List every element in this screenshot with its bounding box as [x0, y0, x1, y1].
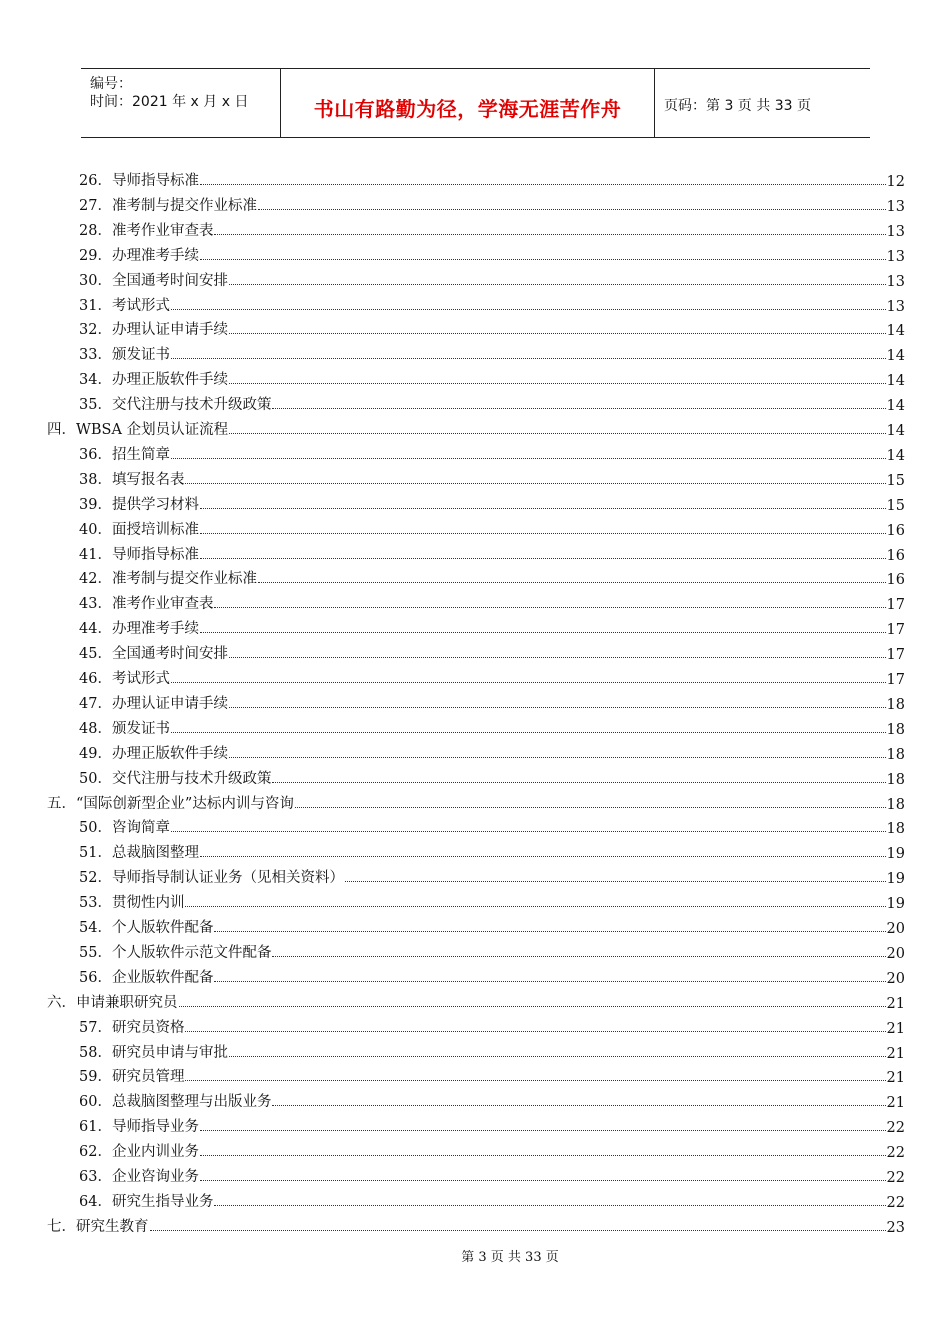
page-label: 页码：第 3 页 共 33 页 [664, 98, 811, 114]
toc-entry-label: 35．交代注册与技术升级政策 [79, 397, 272, 414]
toc-entry-page: 22 [886, 1170, 905, 1186]
toc-entry-page: 14 [886, 323, 905, 340]
toc-entry[interactable] [79, 392, 905, 414]
toc-entry-label: 51．总裁脑图整理 [79, 845, 199, 862]
toc-entry-label: 30．全国通考时间安排 [79, 272, 228, 289]
toc-entry[interactable] [79, 442, 905, 464]
dot-leader [214, 980, 885, 982]
toc-entry[interactable] [79, 591, 905, 613]
toc-entry-page: 16 [886, 572, 905, 589]
toc-entry[interactable] [79, 317, 905, 339]
toc-entry-label: 61．导师指导业务 [79, 1119, 199, 1136]
toc-entry-label: 47．办理认证申请手续 [79, 695, 228, 712]
toc-entry-page: 13 [886, 248, 905, 265]
toc-entry[interactable] [79, 1089, 905, 1111]
toc-entry-page: 17 [886, 622, 905, 639]
dot-leader [179, 1005, 886, 1007]
toc-entry[interactable] [79, 1114, 905, 1136]
dot-leader [229, 332, 886, 334]
toc-entry-page: 20 [886, 921, 905, 937]
toc-entry[interactable] [79, 193, 905, 215]
toc-entry-page: 13 [886, 198, 905, 215]
motto: 书山有路勤为径，学海无涯苦作舟 [313, 97, 622, 121]
toc-entry-page: 18 [886, 746, 905, 763]
dot-leader [200, 631, 886, 633]
toc-entry[interactable] [79, 243, 905, 265]
dot-leader [171, 457, 886, 459]
dot-leader [258, 581, 886, 583]
toc-entry-label: 34．办理正版软件手续 [79, 372, 228, 389]
toc-entry-page: 20 [886, 945, 905, 962]
dot-leader [229, 382, 886, 384]
toc-entry-page: 20 [886, 970, 905, 987]
toc-entry-page: 16 [886, 547, 905, 564]
toc-entry-label: 28．准考作业审查表 [79, 222, 214, 239]
toc-entry-label: 53．贯彻性内训 [79, 895, 185, 912]
toc-entry-label: 62．企业内训业务 [79, 1144, 199, 1161]
header-motto-cell [281, 69, 655, 137]
toc-entry-label: 45．全国通考时间安排 [79, 646, 228, 663]
toc-entry-page: 19 [886, 871, 905, 888]
toc-entry-page: 14 [886, 398, 905, 415]
toc-entry-label: 32．办理认证申请手续 [79, 322, 228, 339]
toc-entry[interactable] [79, 467, 905, 489]
dot-leader [258, 208, 886, 210]
toc-entry[interactable] [79, 492, 905, 514]
toc-entry[interactable] [79, 168, 905, 190]
toc-entry-page: 17 [886, 597, 905, 614]
toc-entry-page: 22 [886, 1120, 905, 1137]
toc-entry-label: 50．咨询简章 [79, 820, 170, 837]
dot-leader [229, 432, 885, 434]
toc-entry[interactable] [79, 1064, 905, 1086]
toc-entry-page: 18 [886, 696, 905, 713]
dot-leader [185, 1030, 885, 1032]
dot-leader [214, 606, 885, 608]
toc-entry-label: 48．颁发证书 [79, 720, 170, 737]
toc-entry-page: 23 [886, 1219, 905, 1236]
toc-entry[interactable] [79, 890, 905, 912]
dot-leader [200, 532, 886, 534]
dot-leader [229, 283, 886, 285]
toc-entry[interactable] [79, 517, 905, 539]
dot-leader [229, 756, 886, 758]
toc-entry-label: 六．申请兼职研究员 [47, 994, 178, 1011]
dot-leader [295, 806, 886, 808]
toc-entry-label: 57．研究员资格 [79, 1019, 185, 1036]
toc-entry[interactable] [79, 716, 905, 738]
dot-leader [345, 880, 886, 882]
toc-entry-page: 14 [886, 373, 905, 390]
toc-entry[interactable] [79, 815, 905, 837]
toc-entry[interactable] [79, 865, 905, 887]
toc-entry-page: 21 [886, 995, 905, 1012]
toc-entry[interactable] [79, 641, 905, 663]
toc-entry-label: 七．研究生教育 [47, 1218, 149, 1235]
dot-leader [171, 731, 886, 733]
toc-entry-label: 27．准考制与提交作业标准 [79, 197, 257, 214]
dot-leader [185, 1079, 885, 1081]
toc-entry[interactable] [79, 616, 905, 638]
toc-entry-page: 13 [886, 298, 905, 315]
toc-entry-page: 18 [886, 771, 905, 788]
dot-leader [200, 507, 886, 509]
dot-leader [214, 233, 885, 235]
header-meta-cell [81, 69, 281, 137]
dot-leader [272, 781, 885, 783]
toc-entry[interactable] [79, 268, 905, 290]
toc-entry-label: 36．招生简章 [79, 446, 170, 463]
dot-leader [272, 1104, 885, 1106]
toc-entry-page: 16 [886, 522, 905, 539]
toc-entry-label: 64．研究生指导业务 [79, 1193, 214, 1210]
dot-leader [229, 656, 886, 658]
dot-leader [171, 357, 886, 359]
toc-entry-label: 43．准考作业审查表 [79, 596, 214, 613]
dot-leader [214, 1204, 885, 1206]
toc-entry[interactable] [79, 542, 905, 564]
dot-leader [272, 955, 885, 957]
toc-entry-label: 26．导师指导标准 [79, 173, 199, 189]
toc-entry[interactable] [79, 840, 905, 862]
toc-entry-label: 50．交代注册与技术升级政策 [79, 770, 272, 787]
dot-leader [185, 482, 885, 484]
dot-leader [229, 706, 886, 708]
toc-entry-page: 14 [886, 447, 905, 464]
dot-leader [185, 905, 885, 907]
header-page-cell [655, 69, 870, 137]
toc-entry[interactable] [79, 915, 905, 937]
toc-entry-page: 17 [886, 647, 905, 664]
toc-entry-label: 40．面授培训标准 [79, 521, 199, 538]
code-label: 编号： [90, 76, 132, 92]
toc-entry-page: 12 [886, 174, 905, 190]
toc-entry-label: 39．提供学习材料 [79, 496, 199, 513]
toc-entry[interactable] [79, 1040, 905, 1062]
dot-leader [200, 1129, 886, 1131]
toc-entry[interactable] [79, 741, 905, 763]
toc-entry-label: 49．办理正版软件手续 [79, 745, 228, 762]
toc-entry-label: 59．研究员管理 [79, 1069, 185, 1086]
toc-entry-label: 31．考试形式 [79, 297, 170, 314]
toc-entry-page: 18 [886, 796, 905, 813]
toc-entry-label: 四．WBSA 企划员认证流程 [47, 422, 229, 438]
toc-entry-page: 19 [886, 896, 905, 913]
toc-entry-page: 13 [886, 223, 905, 240]
page-footer: 第 3 页 共 33 页 [461, 1250, 559, 1265]
toc-entry[interactable] [79, 965, 905, 987]
toc-entry-page: 22 [886, 1194, 905, 1211]
toc-entry[interactable] [79, 766, 905, 788]
toc-entry-label: 60．总裁脑图整理与出版业务 [79, 1094, 272, 1111]
dot-leader [200, 557, 886, 559]
toc-entry-label: 五．“国际创新型企业”达标内训与咨询 [47, 795, 294, 812]
toc-entry-page: 13 [886, 273, 905, 290]
dot-leader [200, 183, 886, 185]
dot-leader [171, 830, 886, 832]
toc-entry-label: 63．企业咨询业务 [79, 1169, 199, 1185]
toc-entry[interactable] [79, 367, 905, 389]
toc-entry[interactable] [79, 1164, 905, 1186]
dot-leader [200, 855, 886, 857]
dot-leader [200, 258, 886, 260]
toc-section-entry[interactable] [47, 791, 905, 813]
toc-entry-page: 21 [886, 1020, 905, 1037]
toc-entry-label: 55．个人版软件示范文件配备 [79, 944, 272, 961]
toc-entry-label: 44．办理准考手续 [79, 621, 199, 638]
toc-entry-page: 17 [886, 672, 905, 688]
toc-entry[interactable] [79, 666, 905, 688]
dot-leader [229, 1055, 886, 1057]
toc-entry[interactable] [79, 566, 905, 588]
toc-entry-label: 54．个人版软件配备 [79, 920, 214, 936]
toc-entry-label: 38．填写报名表 [79, 471, 185, 488]
dot-leader [272, 407, 885, 409]
toc-section-entry[interactable] [47, 417, 905, 439]
toc-entry[interactable] [79, 1139, 905, 1161]
toc-entry-label: 41．导师指导标准 [79, 546, 199, 563]
toc-entry-page: 21 [886, 1095, 905, 1112]
toc-entry-page: 15 [886, 497, 905, 514]
toc-entry-page: 21 [886, 1070, 905, 1087]
toc-entry-page: 19 [886, 846, 905, 863]
toc-entry-page: 14 [886, 423, 905, 439]
toc-entry-label: 33．颁发证书 [79, 347, 170, 364]
toc-entry[interactable] [79, 940, 905, 962]
toc-entry[interactable] [79, 1015, 905, 1037]
toc-entry[interactable] [79, 691, 905, 713]
time-label: 时间：2021 年 x 月 x 日 [90, 94, 249, 110]
toc-entry-label: 52．导师指导制认证业务（见相关资料） [79, 870, 344, 887]
toc-entry[interactable] [79, 1189, 905, 1211]
dot-leader [214, 930, 885, 932]
document-header [81, 68, 870, 138]
toc-section-entry[interactable] [47, 990, 905, 1012]
toc-entry[interactable] [79, 293, 905, 315]
toc-entry-page: 15 [886, 472, 905, 489]
toc-entry-label: 29．办理准考手续 [79, 247, 199, 264]
toc-entry-page: 18 [886, 721, 905, 738]
dot-leader [171, 681, 886, 683]
dot-leader [150, 1229, 886, 1231]
toc-entry-label: 56．企业版软件配备 [79, 969, 214, 986]
toc-entry-page: 21 [886, 1045, 905, 1062]
dot-leader [200, 1154, 886, 1156]
toc-entry-label: 58．研究员申请与审批 [79, 1044, 228, 1061]
toc-entry-page: 18 [886, 821, 905, 838]
toc-entry[interactable] [79, 218, 905, 240]
dot-leader [200, 1179, 886, 1181]
toc-section-entry[interactable] [47, 1214, 905, 1236]
toc-entry-label: 46．考试形式 [79, 671, 170, 687]
toc-entry-page: 22 [886, 1145, 905, 1162]
toc-entry-page: 14 [886, 348, 905, 365]
dot-leader [171, 308, 886, 310]
toc-entry-label: 42．准考制与提交作业标准 [79, 571, 257, 588]
toc-entry[interactable] [79, 342, 905, 364]
